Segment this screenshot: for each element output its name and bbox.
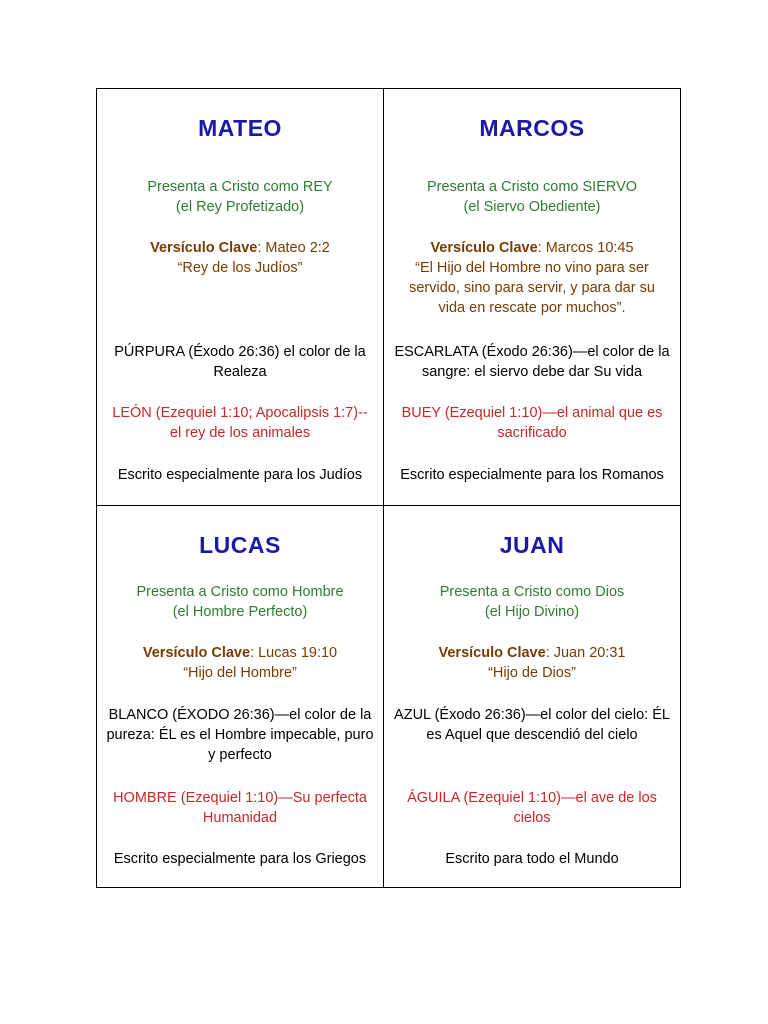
key-verse-heading [97,643,383,663]
card-title: LUCAS [199,532,281,558]
card-title: MARCOS [479,115,585,141]
written-line: Escrito especialmente para los Griegos [113,851,367,867]
key-verse-heading [97,238,383,258]
key-verse-ref: : Mateo 2:2 [257,240,330,256]
card-color [384,705,680,745]
key-verse-label: Versículo Clave [150,240,258,256]
presents-line: Presenta a Cristo como Dios [439,584,625,600]
presents-line: (el Rey Profetizado) [175,199,305,215]
card-juan [384,506,680,888]
color-line: Realeza [213,364,267,380]
color-line: pureza: ÉL es el Hombre impecable, puro [106,727,374,743]
card-presents [384,177,680,217]
card-written [97,465,383,485]
animal-line: ÁGUILA (Ezequiel 1:10)—el ave de los [407,790,657,806]
key-verse-ref: : Marcos 10:45 [537,240,634,256]
key-verse-ref: : Lucas 19:10 [250,645,338,661]
color-line: y perfecto [208,747,272,763]
card-written [97,849,383,869]
key-verse-heading [384,238,680,258]
card-title: MATEO [198,115,282,141]
key-verse-text: servido, sino para servir, y para dar su [409,280,655,296]
key-verse-ref: : Juan 20:31 [545,645,626,661]
animal-line: cielos [513,810,551,826]
key-verse [97,238,383,278]
color-line: sangre: el siervo debe dar Su vida [421,364,643,380]
animal-line: el rey de los animales [169,425,311,441]
card-mateo [97,89,383,505]
key-verse-label: Versículo Clave [438,645,546,661]
animal-line: BUEY (Ezequiel 1:10)—el animal que es [401,405,663,421]
card-animal [97,788,383,828]
key-verse-text: “Hijo del Hombre” [183,665,297,681]
presents-line: (el Hijo Divino) [484,604,580,620]
animal-line: Humanidad [202,810,278,826]
card-written [384,849,680,869]
card-written [384,465,680,485]
card-lucas [97,506,383,888]
animal-line: LEÓN (Ezequiel 1:10; Apocalipsis 1:7)-- [112,405,368,421]
color-line: es Aquel que descendió del cielo [426,727,638,743]
card-marcos [384,89,680,505]
color-line: PÚRPURA (Éxodo 26:36) el color de la [114,344,366,360]
color-line: ESCARLATA (Éxodo 26:36)—el color de la [394,344,670,360]
card-animal [384,788,680,828]
presents-line: (el Hombre Perfecto) [172,604,308,620]
key-verse-text: “Rey de los Judíos” [177,260,303,276]
presents-line: (el Siervo Obediente) [463,199,601,215]
key-verse-text: “Hijo de Dios” [488,665,576,681]
card-presents [97,177,383,217]
key-verse [384,643,680,683]
key-verse-label: Versículo Clave [142,645,251,661]
card-color [97,705,383,765]
gospels-table [96,88,681,888]
written-line: Escrito especialmente para los Romanos [400,467,664,483]
color-line: AZUL (Éxodo 26:36)—el color del cielo: ÉL [394,707,670,723]
card-animal [97,403,383,443]
key-verse-heading [384,643,680,663]
animal-line: sacrificado [497,425,567,441]
card-presents [97,582,383,622]
presents-line: Presenta a Cristo como Hombre [136,584,344,600]
key-verse-label: Versículo Clave [430,240,538,256]
presents-line: Presenta a Cristo como SIERVO [426,179,638,195]
key-verse-text: “El Hijo del Hombre no vino para ser [415,260,649,276]
card-presents [384,582,680,622]
card-color [384,342,680,382]
key-verse [384,238,680,318]
written-line: Escrito para todo el Mundo [445,851,619,867]
card-animal [384,403,680,443]
written-line: Escrito especialmente para los Judíos [117,467,363,483]
card-color [97,342,383,382]
key-verse [97,643,383,683]
color-line: BLANCO (ÉXODO 26:36)—el color de la [108,707,372,723]
card-title: JUAN [499,532,565,558]
presents-line: Presenta a Cristo como REY [147,179,333,195]
animal-line: HOMBRE (Ezequiel 1:10)—Su perfecta [113,790,367,806]
key-verse-text: vida en rescate por muchos”. [438,300,626,316]
